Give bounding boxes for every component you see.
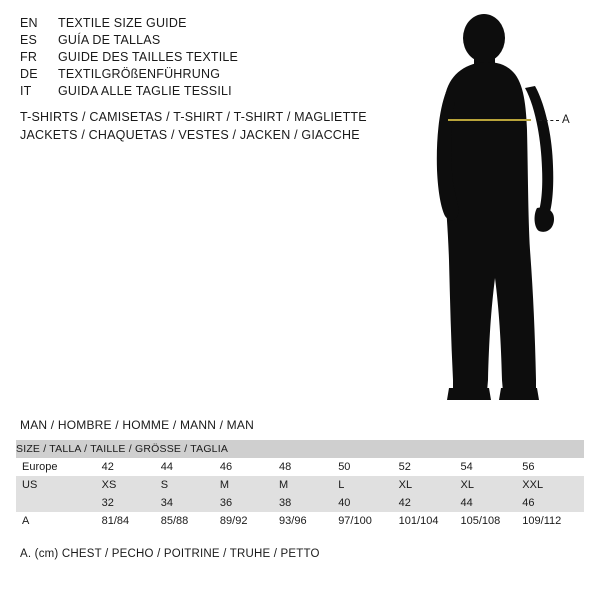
language-row — [20, 84, 420, 101]
table-cell: 50 — [338, 461, 351, 473]
table-cell: 44 — [160, 461, 174, 473]
language-row — [20, 50, 420, 67]
language-list — [20, 16, 420, 101]
table-cell: 34 — [160, 497, 174, 509]
table-header-row — [16, 440, 584, 458]
language-code: DE — [20, 67, 38, 81]
silhouette-shape — [437, 14, 554, 400]
table-cell: XL — [398, 479, 413, 491]
table-cell: L — [338, 479, 345, 491]
size-table — [16, 440, 584, 530]
table-row — [16, 476, 584, 494]
table-cell: M — [219, 479, 230, 491]
man-silhouette-illustration — [415, 10, 590, 410]
table-cell: 46 — [522, 497, 535, 509]
table-cell: 46 — [219, 461, 233, 473]
language-row — [20, 33, 420, 50]
table-cell: 42 — [101, 461, 114, 473]
language-code: EN — [20, 16, 38, 30]
table-cell: XS — [101, 479, 117, 491]
table-cell: 44 — [460, 497, 473, 509]
measure-label-a: A — [562, 114, 570, 126]
language-text: GUIDE DES TAILLES TEXTILE — [58, 50, 239, 64]
garment-line-jackets: JACKETS / CHAQUETAS / VESTES / JACKEN / GIACCHE — [20, 128, 360, 142]
language-code: IT — [20, 84, 32, 98]
measure-leader-line — [539, 120, 559, 122]
row-label — [16, 494, 102, 512]
language-text: GUÍA DE TALLAS — [58, 33, 161, 47]
table-cell: 105/108 — [460, 515, 501, 527]
language-code: FR — [20, 50, 38, 64]
table-cell: 81/84 — [101, 515, 130, 527]
table-cell: 52 — [398, 461, 411, 473]
table-cell: 36 — [219, 497, 233, 509]
table-row — [16, 458, 584, 476]
table-cell: 54 — [460, 461, 473, 473]
language-code: ES — [20, 33, 38, 47]
table-cell: 109/112 — [522, 515, 562, 527]
table-cell: 38 — [279, 497, 292, 509]
garment-type-list — [20, 110, 440, 146]
table-row — [16, 512, 584, 530]
table-cell: XL — [460, 479, 474, 491]
table-cell: 42 — [398, 497, 411, 509]
table-row — [16, 494, 584, 512]
table-cell: 85/88 — [160, 515, 189, 527]
row-label: A — [22, 515, 30, 527]
table-cell: 101/104 — [398, 515, 439, 527]
table-cell: 89/92 — [219, 515, 248, 527]
garment-line-tshirts: T-SHIRTS / CAMISETAS / T-SHIRT / T-SHIRT / MAGLIETTE — [20, 110, 367, 124]
footnote: A. (cm) CHEST / PECHO / POITRINE / TRUHE / PETTO — [20, 548, 320, 560]
table-cell: 93/96 — [279, 515, 307, 527]
language-row — [20, 67, 420, 84]
table-header-label: SIZE / TALLA / TAILLE / GRÖSSE / TAGLIA — [16, 443, 229, 455]
table-cell: M — [279, 479, 289, 491]
language-row — [20, 16, 420, 33]
language-text: GUIDA ALLE TAGLIE TESSILI — [58, 84, 232, 98]
table-cell: 97/100 — [338, 515, 372, 527]
table-cell: 48 — [279, 461, 292, 473]
table-cell: XXL — [522, 479, 544, 491]
table-title: MAN / HOMBRE / HOMME / MANN / MAN — [20, 418, 254, 432]
language-text: TEXTILGRÖßENFÜHRUNG — [58, 67, 221, 81]
table-cell: S — [160, 479, 169, 491]
row-label: Europe — [22, 461, 58, 473]
language-text: TEXTILE SIZE GUIDE — [58, 16, 187, 30]
table-cell: 40 — [338, 497, 351, 509]
row-label: US — [22, 479, 38, 491]
table-cell: 32 — [101, 497, 114, 509]
table-cell: 56 — [522, 461, 535, 473]
